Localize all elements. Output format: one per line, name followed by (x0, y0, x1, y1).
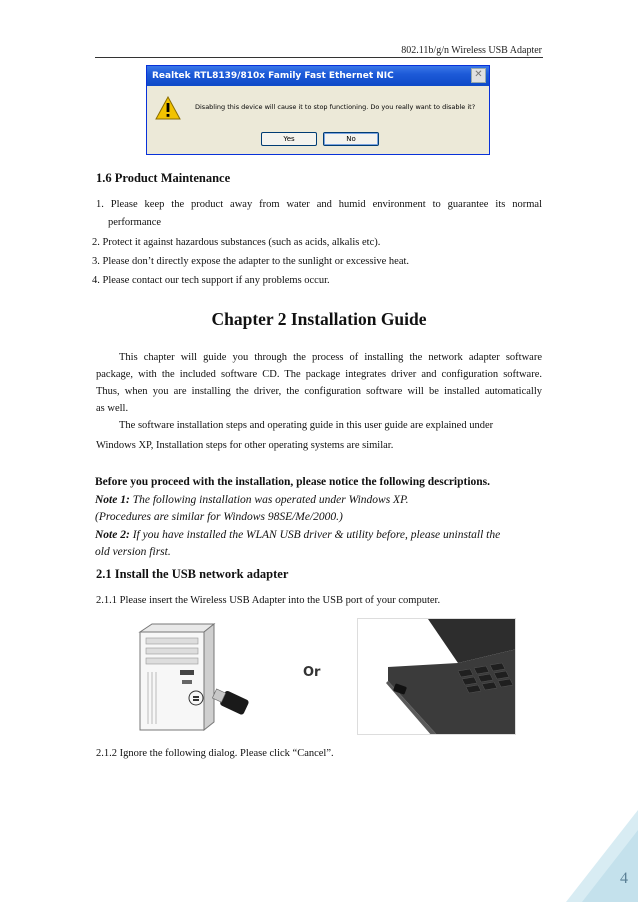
header-rule (95, 57, 543, 58)
close-icon[interactable]: ✕ (471, 68, 486, 83)
maintenance-item-4: 4. Please contact our tech support if any problems occur. (92, 275, 330, 286)
note-2-text: If you have installed the WLAN USB driver & utility before, please uninstall the (129, 528, 501, 541)
maintenance-item-1-cont: performance (108, 217, 162, 228)
maintenance-item-3: 3. Please don’t directly expose the adapter to the sunlight or excessive heat. (92, 256, 410, 267)
page-number: 4 (620, 870, 628, 887)
maintenance-item-2: 2. Protect it against hazardous substances (such as acids, alkalis etc). (92, 237, 381, 248)
warning-icon (155, 96, 181, 120)
install-heading: 2.1 Install the USB network adapter (96, 567, 289, 581)
install-step-2: 2.1.2 Ignore the following dialog. Please click “Cancel”. (96, 748, 334, 759)
note-1-sub: (Procedures are similar for Windows 98SE/Me/2000.) (95, 511, 343, 523)
installation-notes (95, 474, 545, 562)
note-1-label: Note 1: (95, 493, 130, 506)
maintenance-item-1: 1. Please keep the product away from water and humid environment to guarantee its normal (96, 199, 542, 210)
note-1-text: The following installation was operated under Windows XP. (129, 493, 409, 506)
chapter-para-1-line-1: This chapter will guide you through the process of installing the network adapter software (119, 352, 542, 363)
note-2-label: Note 2: (95, 528, 130, 541)
chapter-title: Chapter 2 Installation Guide (211, 309, 427, 329)
chapter-para-1-line-3: Thus, when you are installing the driver, the configuration software will be installed automatically (96, 386, 542, 397)
install-step-1: 2.1.1 Please insert the Wireless USB Adapter into the USB port of your computer. (96, 595, 441, 606)
disable-device-dialog (146, 65, 490, 155)
or-label: Or (303, 665, 321, 680)
notes-intro: Before you proceed with the installation, please notice the following descriptions. (95, 476, 491, 488)
laptop-illustration (357, 618, 516, 735)
chapter-para-1-line-2: package, with the included software CD. The package integrates driver and configuration software. (96, 369, 542, 380)
running-header: 802.11b/g/n Wireless USB Adapter (401, 45, 542, 56)
no-button[interactable]: No (323, 132, 379, 146)
corner-decoration (566, 810, 638, 902)
dialog-message: Disabling this device will cause it to stop functioning. Do you really want to disable it? (195, 103, 476, 111)
desktop-pc-illustration (122, 618, 278, 735)
yes-button[interactable]: Yes (261, 132, 317, 146)
dialog-title: Realtek RTL8139/810x Family Fast Ethernet NIC (147, 66, 489, 86)
chapter-para-2-line-1: The software installation steps and operating guide in this user guide are explained under (119, 420, 494, 431)
maintenance-heading: 1.6 Product Maintenance (96, 171, 231, 185)
note-2-line-2: old version first. (95, 546, 171, 558)
chapter-para-1-line-4: as well. (96, 403, 129, 414)
chapter-para-2-line-2: Windows XP, Installation steps for other operating systems are similar. (96, 440, 394, 451)
